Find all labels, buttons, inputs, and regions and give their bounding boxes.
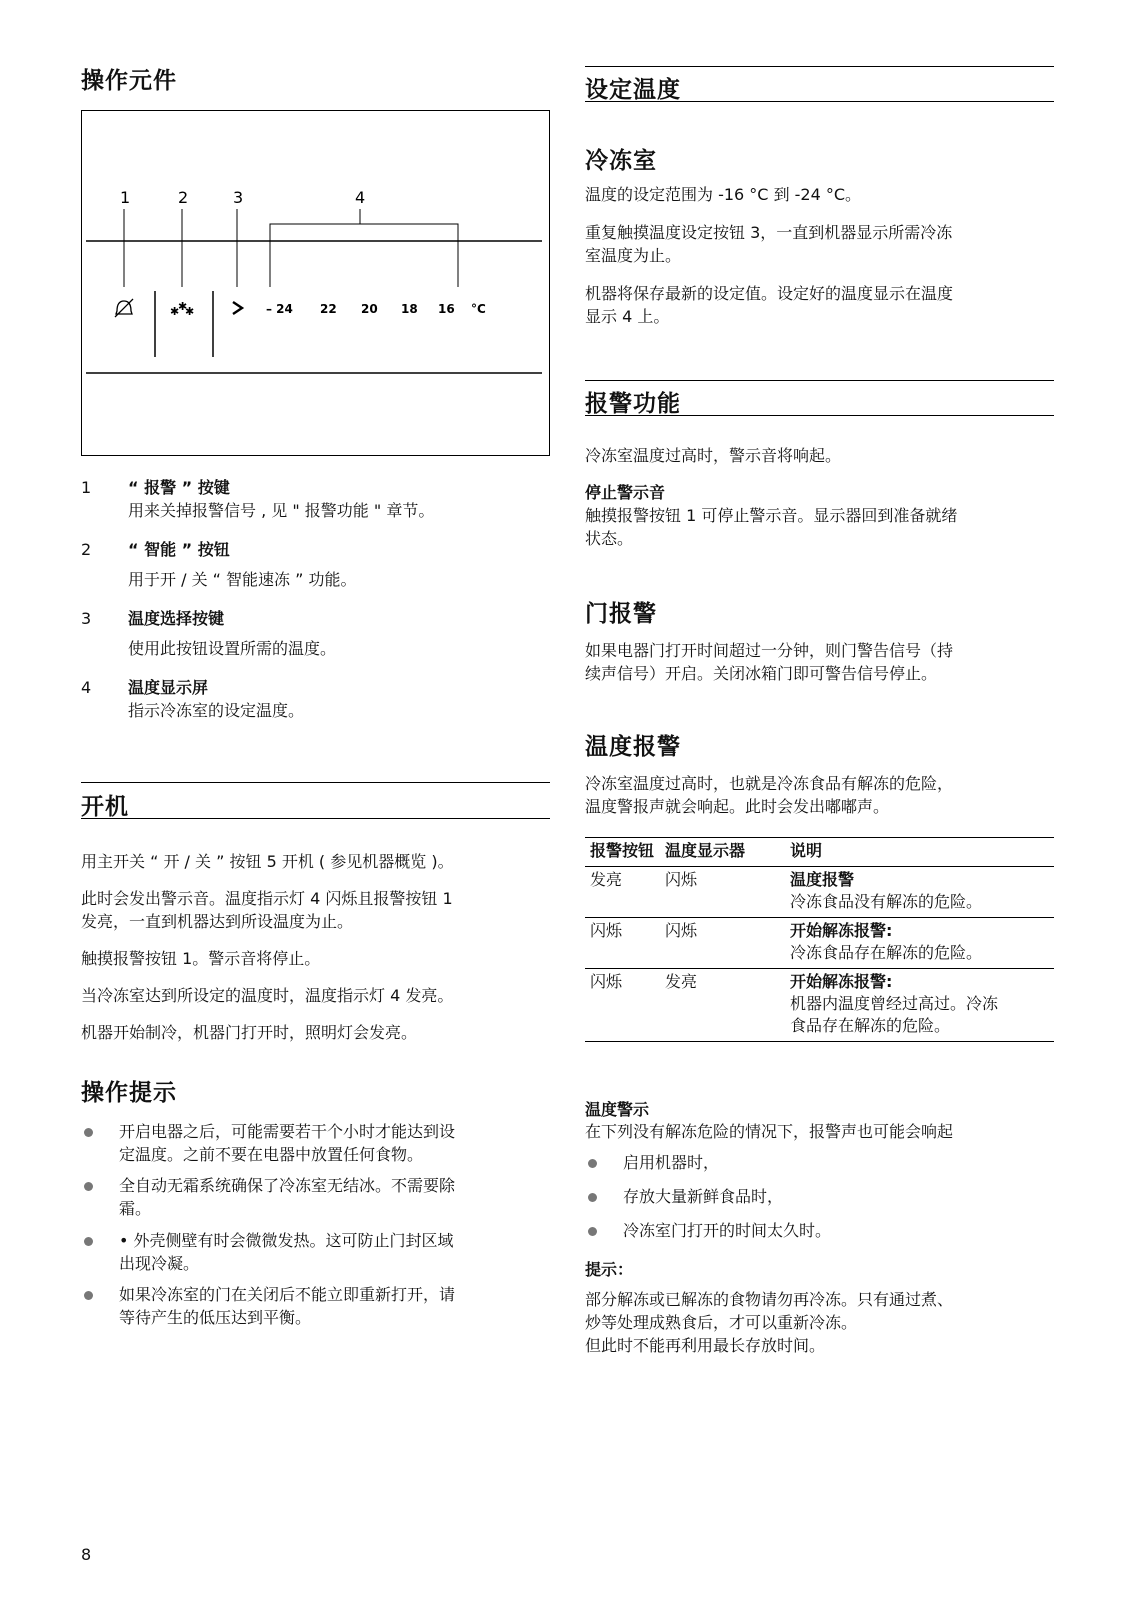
- table-row: [585, 867, 1054, 918]
- row-desc: 机器内温度曾经过高过。冷冻: [790, 994, 999, 1013]
- section-rule: [81, 782, 550, 783]
- stop-alarm-line: 触摸报警按钮 1 可停止警示音。显示器回到准备就绪: [585, 506, 958, 525]
- section-rule: [585, 380, 1054, 381]
- alarm-para: 冷冻室温度过高时，警示音将响起。: [585, 446, 842, 465]
- table-cell: [785, 969, 1054, 1042]
- section-rule: [585, 415, 1054, 416]
- table-cell: 闪烁: [590, 972, 623, 991]
- table-header: 报警按钮: [590, 841, 655, 860]
- row-title: 温度报警: [790, 870, 855, 889]
- tip-line: 开启电器之后，可能需要若干个小时才能达到设: [119, 1122, 456, 1141]
- table-cell: [785, 918, 1054, 969]
- warning-item: 启用机器时，: [623, 1153, 720, 1172]
- freezer-para: 温度的设定范围为 -16 °C 到 -24 °C。: [585, 185, 862, 204]
- bullet-icon: [588, 1193, 597, 1202]
- legend-num: 2: [81, 540, 92, 559]
- row-desc: 冷冻食品没有解冻的危险。: [790, 892, 983, 911]
- table-cell: 闪烁: [590, 921, 623, 940]
- note-title: 提示：: [585, 1260, 634, 1279]
- controls-title: 操作元件: [81, 68, 177, 94]
- callout-1: 1: [120, 188, 131, 207]
- temp-warning-para: 在下列没有解冻危险的情况下，报警声也可能会响起: [585, 1122, 954, 1141]
- svg-text:✱: ✱: [170, 305, 180, 318]
- note-line: 部分解冻或已解冻的食物请勿再冷冻。只有通过煮、: [585, 1290, 954, 1309]
- callout-2: 2: [178, 188, 189, 207]
- legend-title: “ 智能 ” 按钮: [128, 540, 230, 559]
- row-desc: 冷冻食品存在解冻的危险。: [790, 943, 983, 962]
- table-cell: [785, 867, 1054, 918]
- section-rule: [585, 66, 1054, 67]
- set-temp-title: 设定温度: [585, 77, 681, 103]
- power-para: 触摸报警按钮 1。警示音将停止。: [81, 949, 321, 968]
- warning-item: 冷冻室门打开的时间太久时。: [623, 1221, 832, 1240]
- alarm-off-icon: [115, 299, 133, 317]
- bullet-icon: [588, 1159, 597, 1168]
- tip-line: 霜。: [119, 1199, 152, 1218]
- tip-line: 等待产生的低压达到平衡。: [119, 1308, 312, 1327]
- table-cell: 发亮: [590, 870, 623, 889]
- callout-4: 4: [355, 188, 366, 207]
- chevron-right-icon: [233, 302, 242, 314]
- freezer-para: 显示 4 上。: [585, 307, 670, 326]
- temp-alarm-line: 冷冻室温度过高时，也就是冷冻食品有解冻的危险，: [585, 774, 954, 793]
- alarm-title: 报警功能: [585, 391, 681, 417]
- table-cell: 闪烁: [665, 870, 698, 889]
- table-header-row: [585, 838, 1054, 867]
- table-cell: 发亮: [665, 972, 698, 991]
- freezer-para: 机器将保存最新的设定值。设定好的温度显示在温度: [585, 284, 954, 303]
- power-para: 发亮，一直到机器达到所设温度为止。: [81, 912, 354, 931]
- note-line: 炒等处理成熟食后，才可以重新冷冻。: [585, 1313, 858, 1332]
- bullet-icon: [84, 1182, 93, 1191]
- svg-text:✱: ✱: [185, 305, 195, 318]
- table-header: 说明: [790, 841, 823, 860]
- temp-label-22: 22: [320, 302, 337, 316]
- temp-label-18: 18: [401, 302, 418, 316]
- temp-unit: °C: [471, 302, 486, 316]
- door-alarm-line: 如果电器门打开时间超过一分钟，则门警告信号（持: [585, 641, 954, 660]
- svg-text:✱: ✱: [178, 300, 188, 313]
- freezer-para: 重复触摸温度设定按钮 3，一直到机器显示所需冷冻: [585, 223, 953, 242]
- bullet-icon: [84, 1237, 93, 1246]
- section-rule: [81, 818, 550, 819]
- freezer-para: 室温度为止。: [585, 246, 682, 265]
- warning-item: 存放大量新鲜食品时，: [623, 1187, 784, 1206]
- control-panel-diagram: [81, 110, 550, 456]
- temp-label-16: 16: [438, 302, 455, 316]
- legend-num: 1: [81, 478, 92, 497]
- temp-label-20: 20: [361, 302, 378, 316]
- alarm-table: [585, 837, 1054, 1042]
- power-para: 机器开始制冷，机器门打开时，照明灯会发亮。: [81, 1023, 418, 1042]
- tip-line: 全自动无霜系统确保了冷冻室无结冰。不需要除: [119, 1176, 456, 1195]
- temp-alarm-title: 温度报警: [585, 734, 681, 760]
- tip-line: 定温度。之前不要在电器中放置任何食物。: [119, 1145, 424, 1164]
- door-alarm-line: 续声信号）开启。关闭冰箱门即可警告信号停止。: [585, 664, 938, 683]
- control-panel-svg: [82, 111, 551, 457]
- tip-line: • 外壳侧壁有时会微微发热。这可防止门封区域: [119, 1231, 454, 1250]
- legend-desc: 用于开 / 关 “ 智能速冻 ” 功能。: [128, 570, 357, 589]
- temp-warning-title: 温度警示: [585, 1100, 650, 1119]
- bullet-icon: [84, 1291, 93, 1300]
- table-row: [585, 918, 1054, 969]
- legend-title: 温度选择按键: [128, 609, 225, 628]
- freezer-title: 冷冻室: [585, 148, 657, 174]
- row-desc: 食品存在解冻的危险。: [790, 1016, 951, 1035]
- temp-alarm-line: 温度警报声就会响起。此时会发出嘟嘟声。: [585, 797, 890, 816]
- snowflake-icon: [170, 300, 194, 318]
- tips-title: 操作提示: [81, 1080, 177, 1106]
- stop-alarm-line: 状态。: [585, 529, 634, 548]
- bullet-icon: [84, 1128, 93, 1137]
- table-cell: 闪烁: [665, 921, 698, 940]
- tip-line: 如果冷冻室的门在关闭后不能立即重新打开，请: [119, 1285, 456, 1304]
- legend-desc: 用来关掉报警信号 , 见 " 报警功能 " 章节。: [128, 501, 435, 520]
- row-title: 开始解冻报警:: [790, 921, 893, 940]
- tip-line: 出现冷凝。: [119, 1254, 200, 1273]
- legend-title: “ 报警 ” 按键: [128, 478, 230, 497]
- power-on-title: 开机: [81, 794, 129, 820]
- legend-num: 3: [81, 609, 92, 628]
- temp-label-minus24: – 24: [266, 302, 293, 316]
- door-alarm-title: 门报警: [585, 601, 657, 627]
- legend-desc: 使用此按钮设置所需的温度。: [128, 639, 337, 658]
- page-number: 8: [81, 1545, 92, 1564]
- power-para: 此时会发出警示音。温度指示灯 4 闪烁且报警按钮 1: [81, 889, 453, 908]
- row-title: 开始解冻报警:: [790, 972, 893, 991]
- table-row: [585, 969, 1054, 1042]
- stop-alarm-title: 停止警示音: [585, 483, 666, 502]
- power-para: 用主开关 “ 开 / 关 ” 按钮 5 开机 ( 参见机器概览 )。: [81, 852, 454, 871]
- legend-num: 4: [81, 678, 92, 697]
- section-rule: [585, 101, 1054, 102]
- note-line: 但此时不能再利用最长存放时间。: [585, 1336, 826, 1355]
- callout-3: 3: [233, 188, 244, 207]
- power-para: 当冷冻室达到所设定的温度时，温度指示灯 4 发亮。: [81, 986, 454, 1005]
- bullet-icon: [588, 1227, 597, 1236]
- legend-desc: 指示冷冻室的设定温度。: [128, 701, 305, 720]
- table-header: 温度显示器: [665, 841, 746, 860]
- legend-title: 温度显示屏: [128, 678, 209, 697]
